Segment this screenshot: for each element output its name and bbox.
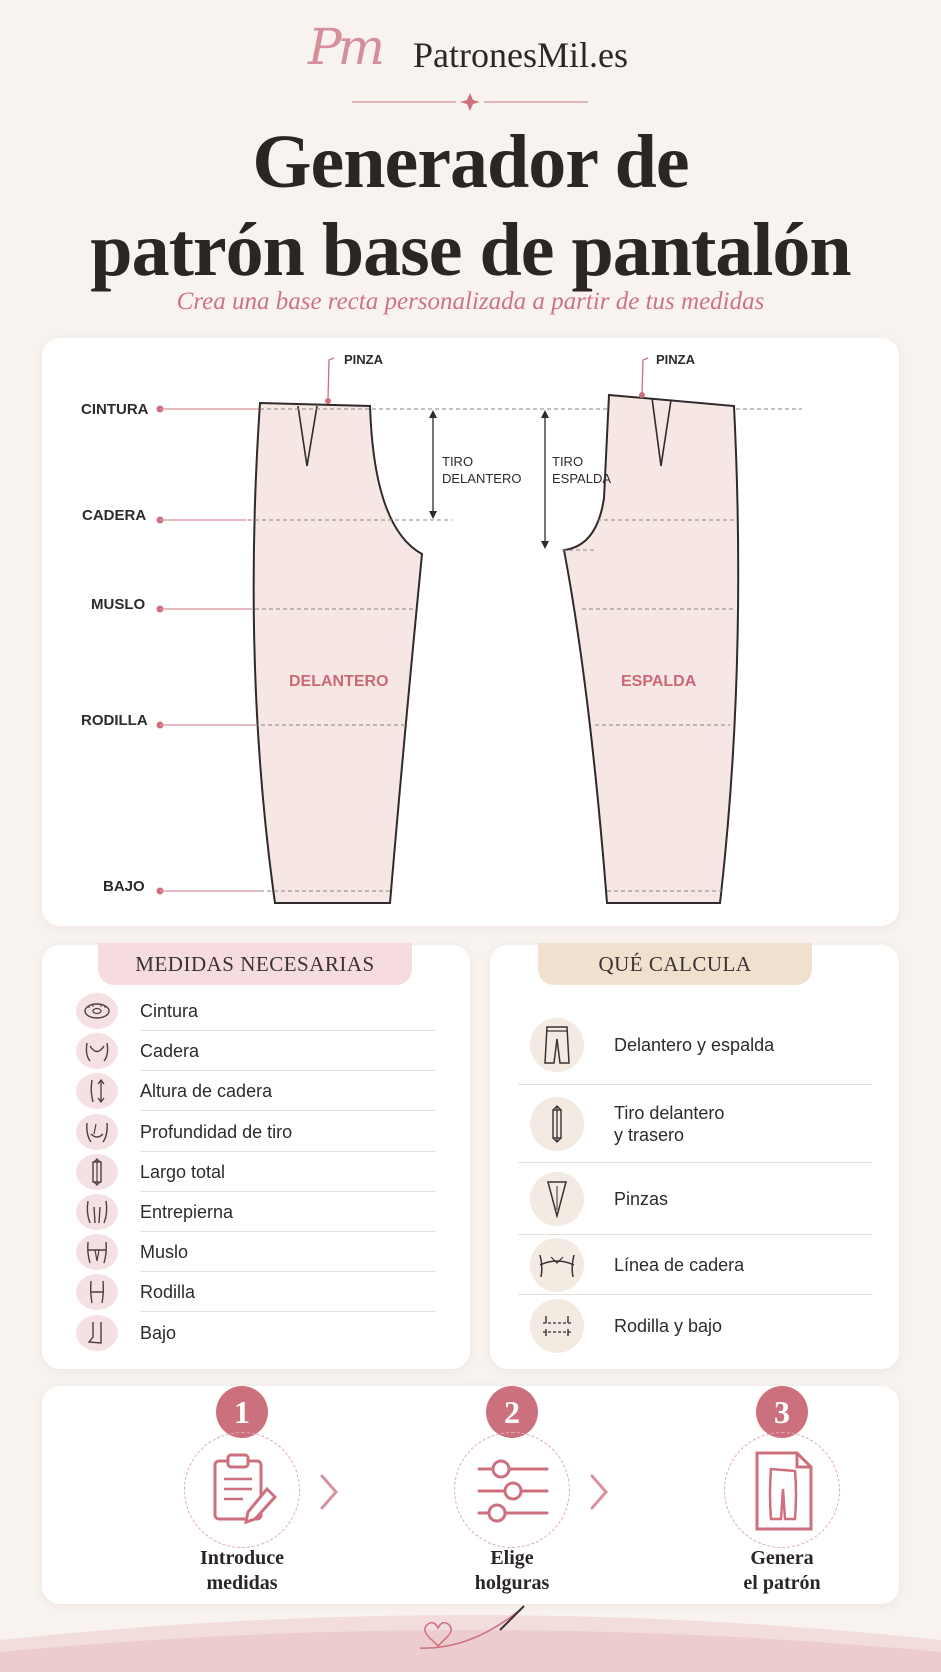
medida-label: Cadera: [140, 1031, 436, 1071]
calcula-label: Pinzas: [614, 1188, 669, 1209]
label-muslo-group: [91, 596, 248, 613]
crotch-depth-icon: [76, 1114, 118, 1150]
tiro-delantero-line1: TIRO: [442, 454, 474, 469]
step-3[interactable]: [682, 1386, 882, 1604]
medida-label: Profundidad de tiro: [140, 1112, 436, 1152]
calcula-label: Delantero y espalda: [614, 1034, 775, 1055]
front-pinza-label: PINZA: [344, 352, 383, 367]
medida-label: Largo total: [140, 1152, 436, 1192]
label-muslo: MUSLO: [91, 596, 146, 613]
page-title: [0, 118, 941, 294]
medidas-list: [76, 991, 474, 1353]
step-1[interactable]: [142, 1386, 342, 1604]
list-item: [76, 1071, 474, 1111]
header: [0, 0, 941, 340]
front-piece-label: DELANTERO: [289, 673, 389, 690]
list-item: [76, 1031, 474, 1071]
list-item: [76, 1112, 474, 1152]
front-pinza-callout: [325, 352, 384, 404]
brand-monogram: Pm: [308, 18, 382, 76]
brand-name: PatronesMil.es: [413, 35, 628, 75]
step-number: 3: [756, 1386, 808, 1438]
label-bajo: BAJO: [103, 878, 145, 895]
list-item: [76, 1192, 474, 1232]
label-cintura: CINTURA: [81, 401, 149, 418]
tiro-delantero-arrow: [429, 410, 521, 519]
footer-decoration: [0, 1600, 941, 1672]
calcula-card: [490, 945, 899, 1369]
page-title-line1: Generador de: [252, 120, 689, 204]
steps-card: [42, 1386, 899, 1604]
back-pinza-callout: [639, 352, 696, 398]
label-cadera-group: [82, 507, 247, 524]
page-subtitle: Crea una base recta personalizada a partir de tus medidas: [176, 288, 765, 315]
chevron-right-icon: [314, 1470, 344, 1514]
pattern-diagram: [42, 338, 899, 926]
medida-label: Entrepierna: [140, 1192, 436, 1232]
list-item: [76, 1152, 474, 1192]
calcula-label: Rodilla y bajo: [614, 1316, 723, 1336]
tiro-delantero-line2: DELANTERO: [442, 471, 522, 486]
medidas-heading: MEDIDAS NECESARIAS: [98, 943, 412, 985]
list-item: [76, 1313, 474, 1353]
step-label: Genera el patrón: [743, 1547, 821, 1594]
step-number: 2: [486, 1386, 538, 1438]
trousers-icon: [530, 1018, 584, 1072]
tiro-espalda-line1: TIRO: [552, 454, 584, 469]
brand-logo[interactable]: [0, 12, 941, 92]
label-rodilla-group: [81, 712, 254, 729]
back-piece-label: ESPALDA: [621, 673, 697, 690]
knee-hem-icon: [530, 1299, 584, 1353]
step-label: Introduce medidas: [199, 1547, 285, 1594]
back-pinza-label: PINZA: [656, 352, 695, 367]
label-cadera: CADERA: [82, 507, 147, 524]
list-item: [518, 1005, 873, 1085]
tape-measure-icon: [76, 993, 118, 1029]
tiro-espalda-line2: ESPALDA: [552, 471, 612, 486]
medida-label: Cintura: [140, 991, 436, 1031]
label-rodilla: RODILLA: [81, 712, 148, 729]
pattern-document-icon: [724, 1432, 840, 1548]
list-item: [76, 991, 474, 1031]
hip-line-icon: [530, 1238, 584, 1292]
list-item: [518, 1295, 873, 1357]
page-title-line2: patrón base de pantalón: [90, 208, 851, 292]
step-2[interactable]: [412, 1386, 612, 1604]
list-item: [518, 1085, 873, 1163]
total-length-icon: [76, 1154, 118, 1190]
knee-icon: [76, 1274, 118, 1310]
thigh-icon: [76, 1234, 118, 1270]
crotch-arrow-icon: [530, 1097, 584, 1151]
clipboard-pencil-icon: [184, 1432, 300, 1548]
medida-label: Altura de cadera: [140, 1071, 436, 1111]
list-item: [518, 1163, 873, 1235]
step-number: 1: [216, 1386, 268, 1438]
sliders-icon: [454, 1432, 570, 1548]
calcula-label: Tiro delantero y trasero: [614, 1102, 725, 1145]
hip-icon: [76, 1033, 118, 1069]
pattern-diagram-card: [42, 338, 899, 926]
calcula-heading: QUÉ CALCULA: [538, 943, 812, 985]
dart-icon: [530, 1172, 584, 1226]
calcula-label: Línea de cadera: [614, 1254, 745, 1275]
hip-height-icon: [76, 1073, 118, 1109]
list-item: [76, 1272, 474, 1312]
step-label: Elige holguras: [474, 1547, 550, 1594]
medida-label: Rodilla: [140, 1272, 436, 1312]
chevron-right-icon: [584, 1470, 614, 1514]
calcula-list: [518, 1005, 873, 1357]
front-pattern-piece: [254, 403, 422, 903]
list-item: [518, 1235, 873, 1295]
medida-label: Bajo: [140, 1322, 177, 1343]
ornament-divider: [352, 92, 588, 112]
inseam-icon: [76, 1194, 118, 1230]
medida-label: Muslo: [140, 1232, 436, 1272]
hem-icon: [76, 1315, 118, 1351]
label-cintura-group: [81, 401, 260, 418]
medidas-card: [42, 945, 470, 1369]
list-item: [76, 1232, 474, 1272]
label-bajo-group: [103, 878, 260, 895]
